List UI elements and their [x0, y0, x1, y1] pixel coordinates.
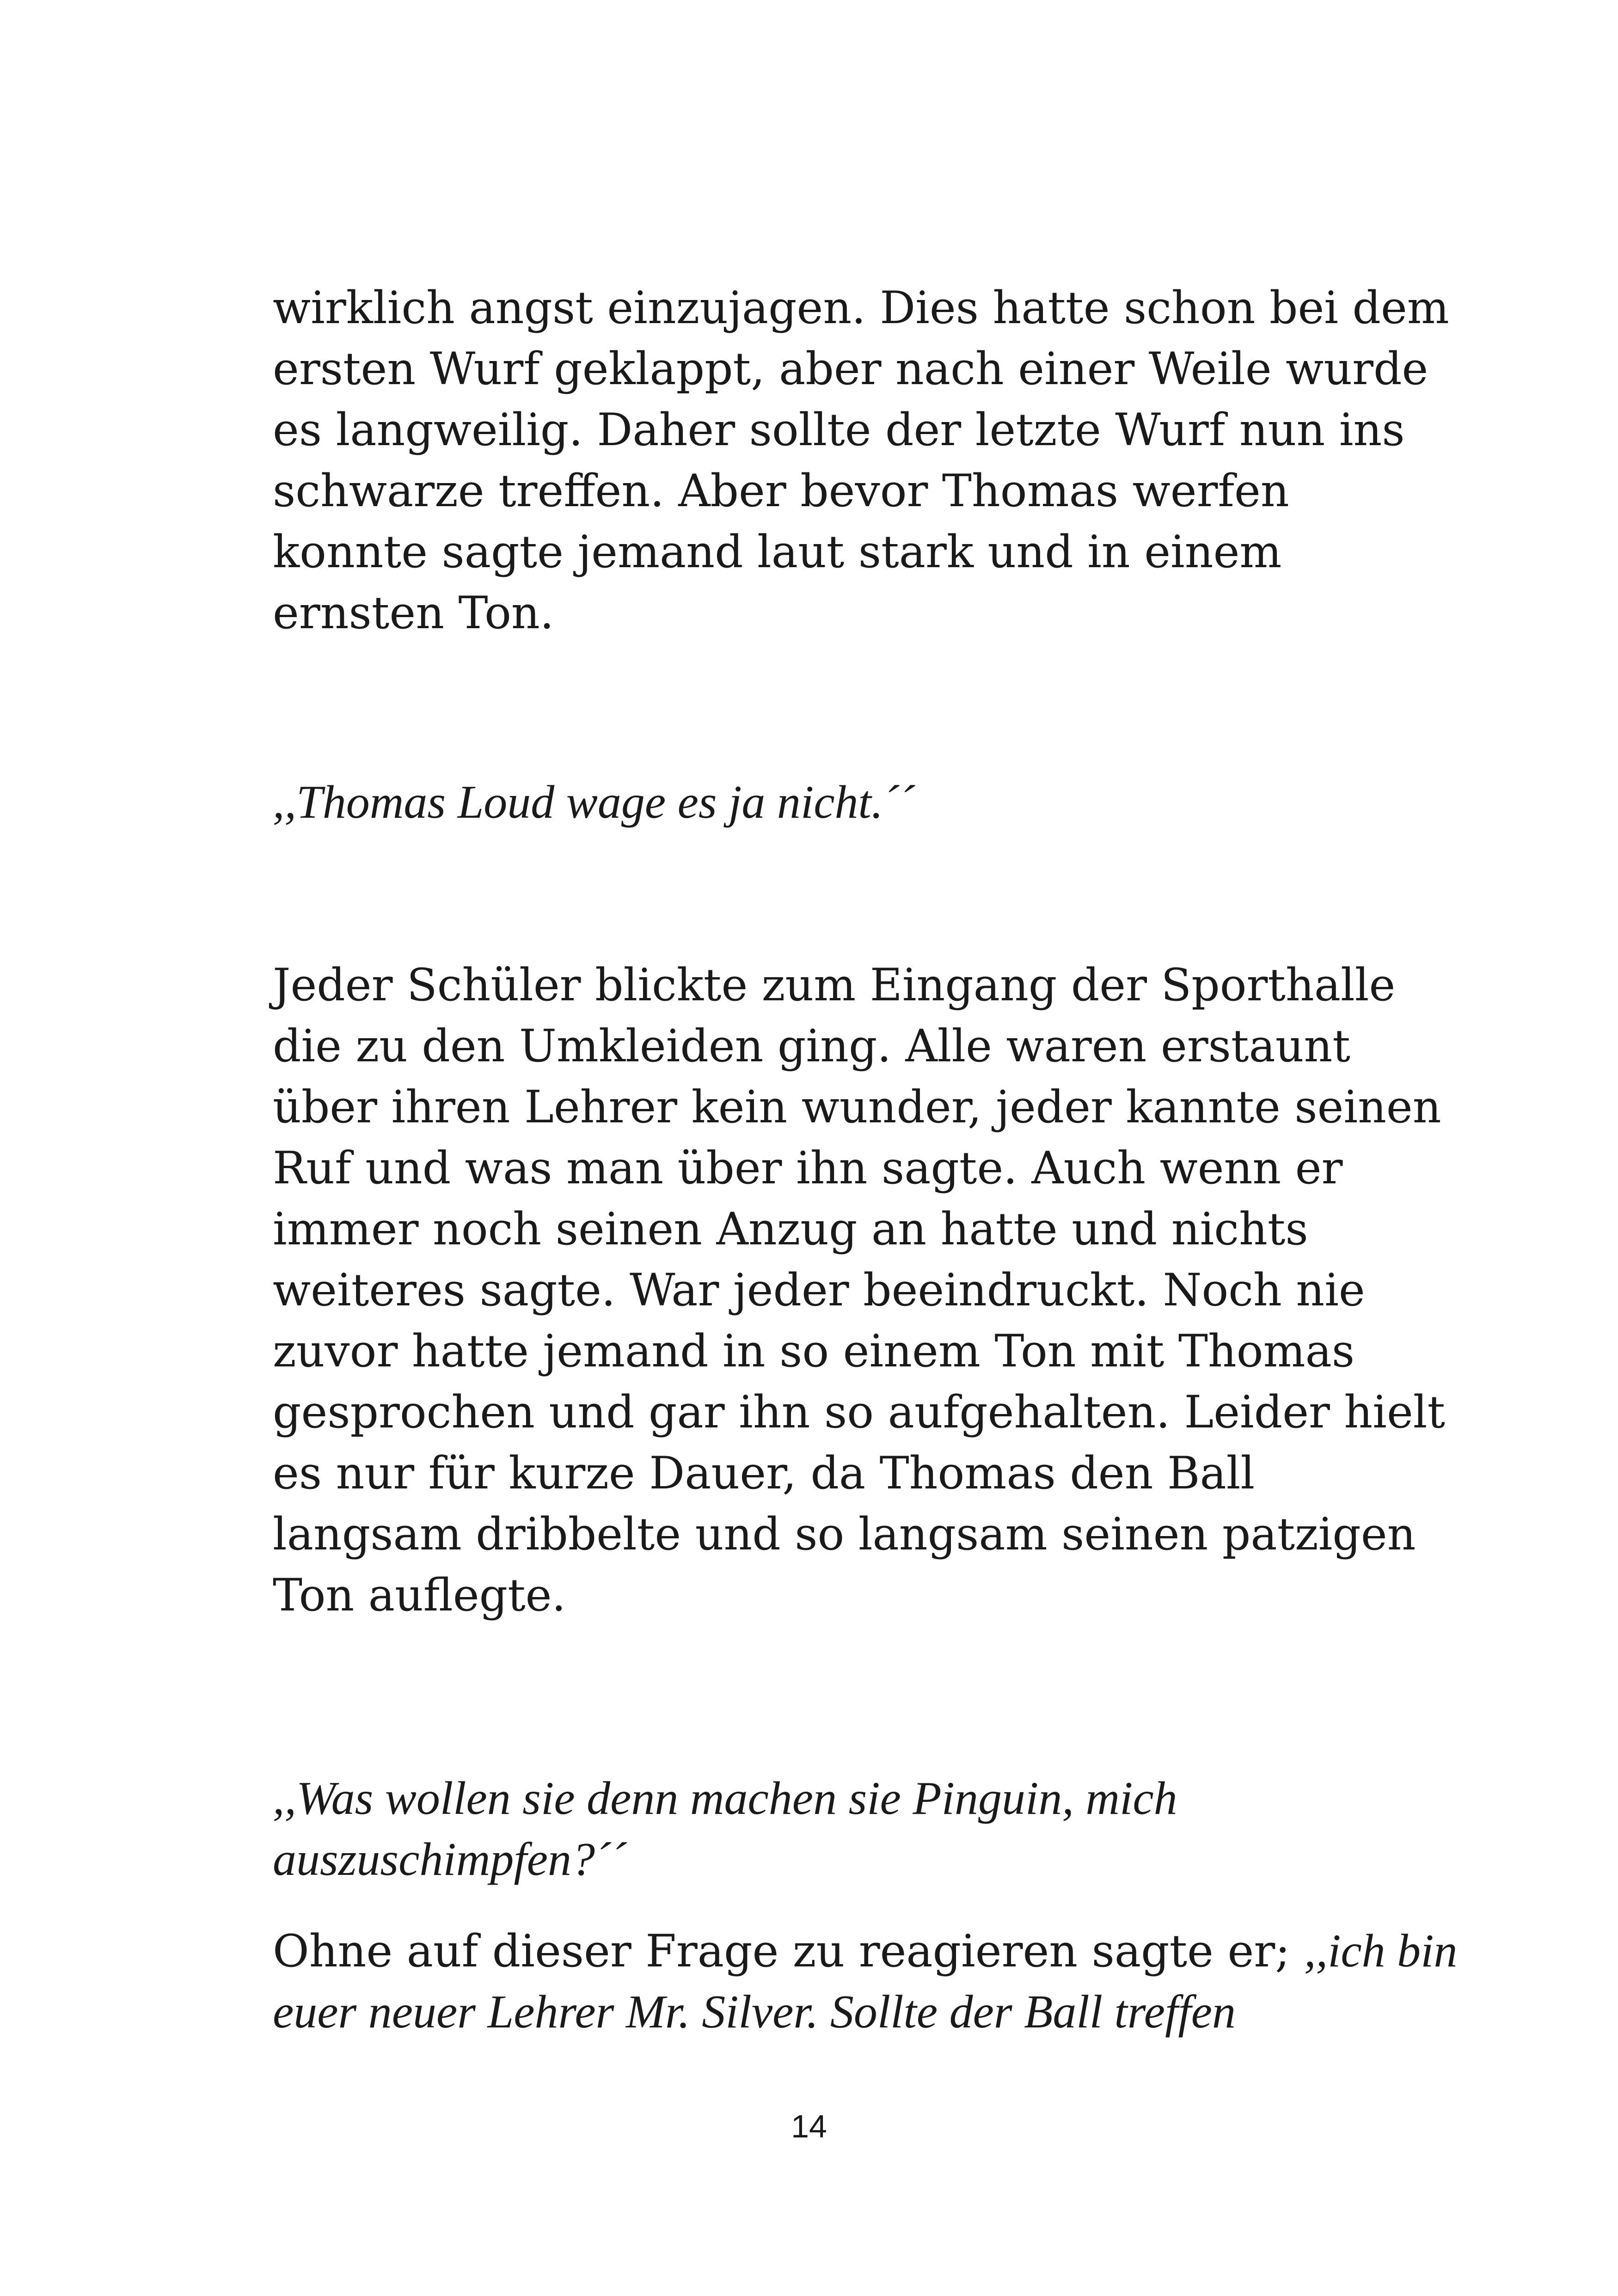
text-line: langsam dribbelte und so langsam seinen patzigen	[273, 1508, 1416, 1560]
paragraph-1	[273, 277, 1449, 643]
text-line: ernsten Ton.	[273, 587, 554, 639]
text-line: Jeder Schüler blickte zum Eingang der Sporthalle	[273, 959, 1396, 1011]
page-number: 14	[791, 2108, 827, 2144]
text-line-italic: euer neuer Lehrer Mr. Silver. Sollte der Ball treffen	[273, 1986, 1236, 2038]
quote-2	[273, 1768, 1368, 1890]
text-normal: Ohne auf dieser Frage zu reagieren sagte er;	[273, 1925, 1305, 1977]
quote-line: auszuschimpfen?´´	[273, 1833, 626, 1886]
paragraph-3	[273, 1921, 1458, 2043]
text-line: zuvor hatte jemand in so einem Ton mit Thomas	[273, 1325, 1355, 1377]
text-line: schwarze treffen. Aber bevor Thomas werfen	[273, 465, 1289, 517]
quote-line: ,,Was wollen sie denn machen sie Pinguin, mich	[273, 1772, 1177, 1825]
text-line: gesprochen und gar ihn so aufgehalten. Leider hielt	[273, 1386, 1446, 1438]
quote-1	[273, 772, 1368, 833]
text-line: Ton auflegte.	[273, 1569, 566, 1621]
quote-line: ,,Thomas Loud wage es ja nicht.´´	[273, 776, 915, 828]
text-line: konnte sagte jemand laut stark und in einem	[273, 526, 1282, 578]
text-line	[273, 1921, 1458, 1982]
text-line: es nur für kurze Dauer, da Thomas den Ball	[273, 1447, 1255, 1499]
text-italic: ,,ich bin	[1304, 1925, 1458, 1977]
text-line: wirklich angst einzujagen. Dies hatte schon bei dem	[273, 282, 1449, 334]
text-line: die zu den Umkleiden ging. Alle waren erstaunt	[273, 1020, 1350, 1072]
text-line: immer noch seinen Anzug an hatte und nichts	[273, 1203, 1308, 1255]
text-line: es langweilig. Daher sollte der letzte Wurf nun ins	[273, 404, 1405, 456]
paragraph-2	[273, 955, 1446, 1626]
text-line: über ihren Lehrer kein wunder, jeder kannte seinen	[273, 1081, 1441, 1133]
text-line: weiteres sagte. War jeder beeindruckt. Noch nie	[273, 1264, 1365, 1316]
text-line: Ruf und was man über ihn sagte. Auch wenn er	[273, 1142, 1343, 1194]
text-line: ersten Wurf geklappt, aber nach einer Weile wurde	[273, 343, 1428, 395]
